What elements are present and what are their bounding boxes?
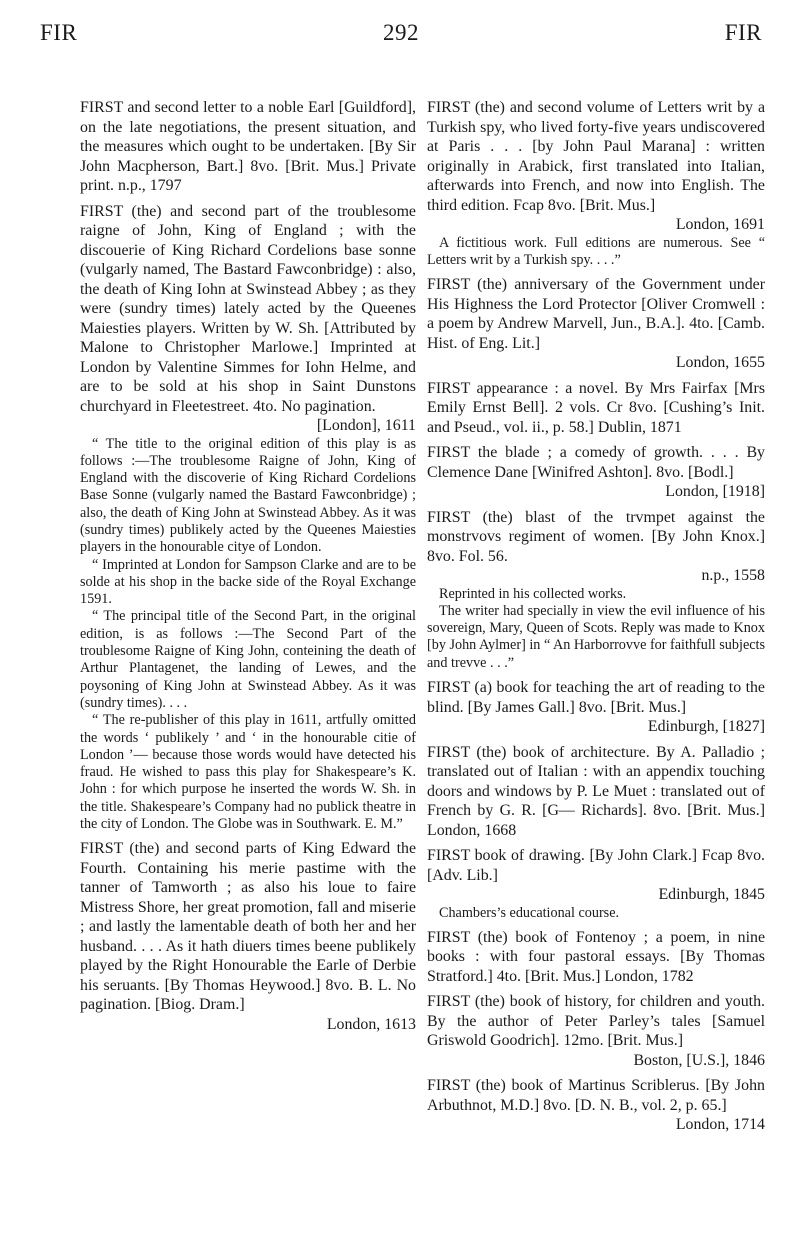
entry-text: FIRST (the) and second part of the troublesome raigne of John, King of England ; with the discouerie of King Richard Cordelions base sonne (vulgarly named, The Bastard Fawconbridge) : also, the death of King Iohn at Swinstead Abbey ; as they were (sundry times) lately acted by the Queenes Maiesties players. Written by W. Sh. [Attributed by Malone to Christopher Marlowe.] Imprinted at London by Valentine Simmes for Iohn Helme, and are to be sold at his shop in Saint Dunstons churchyard in Fleetestreet. 4to. No pagination.	[80, 202, 416, 415]
entry	[427, 992, 765, 1070]
entry	[427, 443, 765, 502]
entry-note: “ Imprinted at London for Sampson Clarke and are to be solde at his shop in the backe side of the Royal Exchange 1591.	[80, 556, 416, 608]
header-left: FIR	[40, 20, 78, 45]
right-column	[427, 98, 765, 1141]
entry-imprint: London, 1655	[675, 354, 765, 372]
entry-text: FIRST and second letter to a noble Earl [Guildford], on the late negotiations, the present situation, and the measures which ought to be undertaken. [By Sir John Macpherson, Bart.] 8vo. [Brit. Mus.] Private print. n.p., 1797	[80, 99, 416, 194]
entry	[427, 743, 765, 841]
entry-note: A fictitious work. Full editions are numerous. See “ Letters writ by a Turkish spy. . . .”	[427, 234, 765, 268]
entry-text: FIRST the blade ; a comedy of growth. . . . By Clemence Dane [Winifred Ashton]. 8vo. [Bodl.]	[427, 444, 765, 481]
left-column	[80, 98, 416, 1040]
entry-imprint: London, [1918]	[665, 483, 765, 501]
entry-text: FIRST appearance : a novel. By Mrs Fairfax [Mrs Emily Ernst Bell]. 2 vols. Cr 8vo. [Cushing’s Init. and Pseud., vol. ii., p. 58.] Dublin, 1871	[427, 379, 765, 436]
entry-text: FIRST (the) and second volume of Letters writ by a Turkish spy, who lived forty-five years undiscovered at Paris . . . [by John Paul Marana] : written originally in Arabick, first translated into Italian, afterwards into French, and now into English. The third edition. Fcap 8vo. [Brit. Mus.]	[427, 99, 765, 214]
entry	[427, 678, 765, 737]
entry-text: FIRST (the) anniversary of the Government under His Highness the Lord Protector [Oliver Cromwell : a poem by Andrew Marvell, Jun., B.A.]. 4to. [Camb. Hist. of Eng. Lit.]	[427, 276, 765, 352]
entry-text: FIRST (the) book of history, for children and youth. By the author of Peter Parley’s tales [Samuel Griswold Goodrich]. 12mo. [Brit. Mus.]	[427, 993, 765, 1050]
entry-imprint: London, 1691	[675, 216, 765, 233]
entry-imprint: Edinburgh, 1845	[658, 886, 765, 904]
entry-text: FIRST (the) book of architecture. By A. Palladio ; translated out of Italian : with an appendix touching doors and windows by P. Le Muet : translated out of French by G. R. [G— Richards]. 8vo. [Brit. Mus.] London, 1668	[427, 743, 765, 839]
entry-note: “ The re-publisher of this play in 1611, artfully omitted the words ‘ publikely ’ and ‘ in the honourable citie of London ’— because those words would have detected his fraud. He wished to pass this play for Shakespeare’s K. John : for which purpose he inserted the words W. Sh. in the title. Shakespeare’s Company had no publick theatre in the city of London. The Globe was in Southwark. E. M.”	[80, 712, 416, 833]
entry-note: “ The principal title of the Second Part, in the original edition, is as follows :—The Second Part of the troublesome Raigne of King John, conteining the death of Arthur Plantagenet, the landing of Lewes, and the poysoning of King John at Swinstead Abbey. As it was (sundry times). . . .	[80, 608, 416, 711]
entry-text: FIRST (the) blast of the trvmpet against the monstrvovs regiment of women. [By John Knox.] 8vo. Fol. 56.	[427, 508, 765, 565]
header-right: FIR	[724, 20, 762, 45]
entry-imprint: [London], 1611	[316, 417, 416, 434]
entry-imprint: London, 1714	[675, 1116, 765, 1134]
entry	[427, 379, 765, 438]
entry	[427, 1076, 765, 1135]
entry-note: Reprinted in his collected works.	[439, 585, 627, 602]
entry	[80, 98, 416, 196]
entry-note: “ The title to the original edition of this play is as follows :—The troublesome Raigne of John, King of England with the discoverie of King Richard Cordelions Base Sonne (vulgarly named the Bastard Fawconbridge) ; also, the death of King John at Swinstead Abbey. As it was (sundry times) publikely acted by the Queenes Maiesties players in the honourable citye of London.	[80, 435, 416, 556]
entry	[427, 846, 765, 922]
entry-imprint: n.p., 1558	[701, 567, 765, 585]
entry-imprint: London, 1613	[326, 1015, 416, 1033]
entry-text: FIRST (the) book of Martinus Scriblerus. [By John Arbuthnot, M.D.] 8vo. [D. N. B., vol. 2, p. 65.]	[427, 1077, 765, 1114]
entry	[427, 275, 765, 373]
entry-note: The writer had specially in view the evil influence of his sovereign, Mary, Queen of Scots. Reply was made to Knox [by John Aylmer] in “ An Harborrovve for faithfull subjects and trevve . . .”	[427, 602, 765, 671]
entry-note: Chambers’s educational course.	[439, 904, 620, 921]
entry-text: FIRST (a) book for teaching the art of reading to the blind. [By James Gall.] 8vo. [Brit. Mus.]	[427, 679, 765, 716]
entry	[80, 839, 416, 1034]
entry-text: FIRST (the) and second parts of King Edward the Fourth. Containing his merie pastime with the tanner of Tamworth ; as also his loue to faire Mistress Shore, her great promotion, fall and miserie ; and lastly the lamentable death of both her and her husband. . . . As it hath diuers times beene publikely played by the Right Honourable the Earle of Derbie his seruants. [By Thomas Heywood.] 8vo. B. L. No pagination. [Biog. Dram.]	[80, 840, 416, 1014]
entry-text: FIRST book of drawing. [By John Clark.] Fcap 8vo. [Adv. Lib.]	[427, 847, 765, 884]
entry	[427, 508, 765, 672]
page-number: 292	[383, 20, 419, 45]
entry	[427, 98, 765, 269]
entry-imprint: Boston, [U.S.], 1846	[633, 1051, 765, 1069]
entry-text: FIRST (the) book of Fontenoy ; a poem, in nine books : with four pastoral essays. [By Thomas Stratford.] 4to. [Brit. Mus.] London, 1782	[427, 928, 765, 985]
entry-imprint: Edinburgh, [1827]	[647, 718, 765, 736]
running-header	[40, 20, 762, 50]
entry	[80, 202, 416, 834]
entry	[427, 928, 765, 987]
